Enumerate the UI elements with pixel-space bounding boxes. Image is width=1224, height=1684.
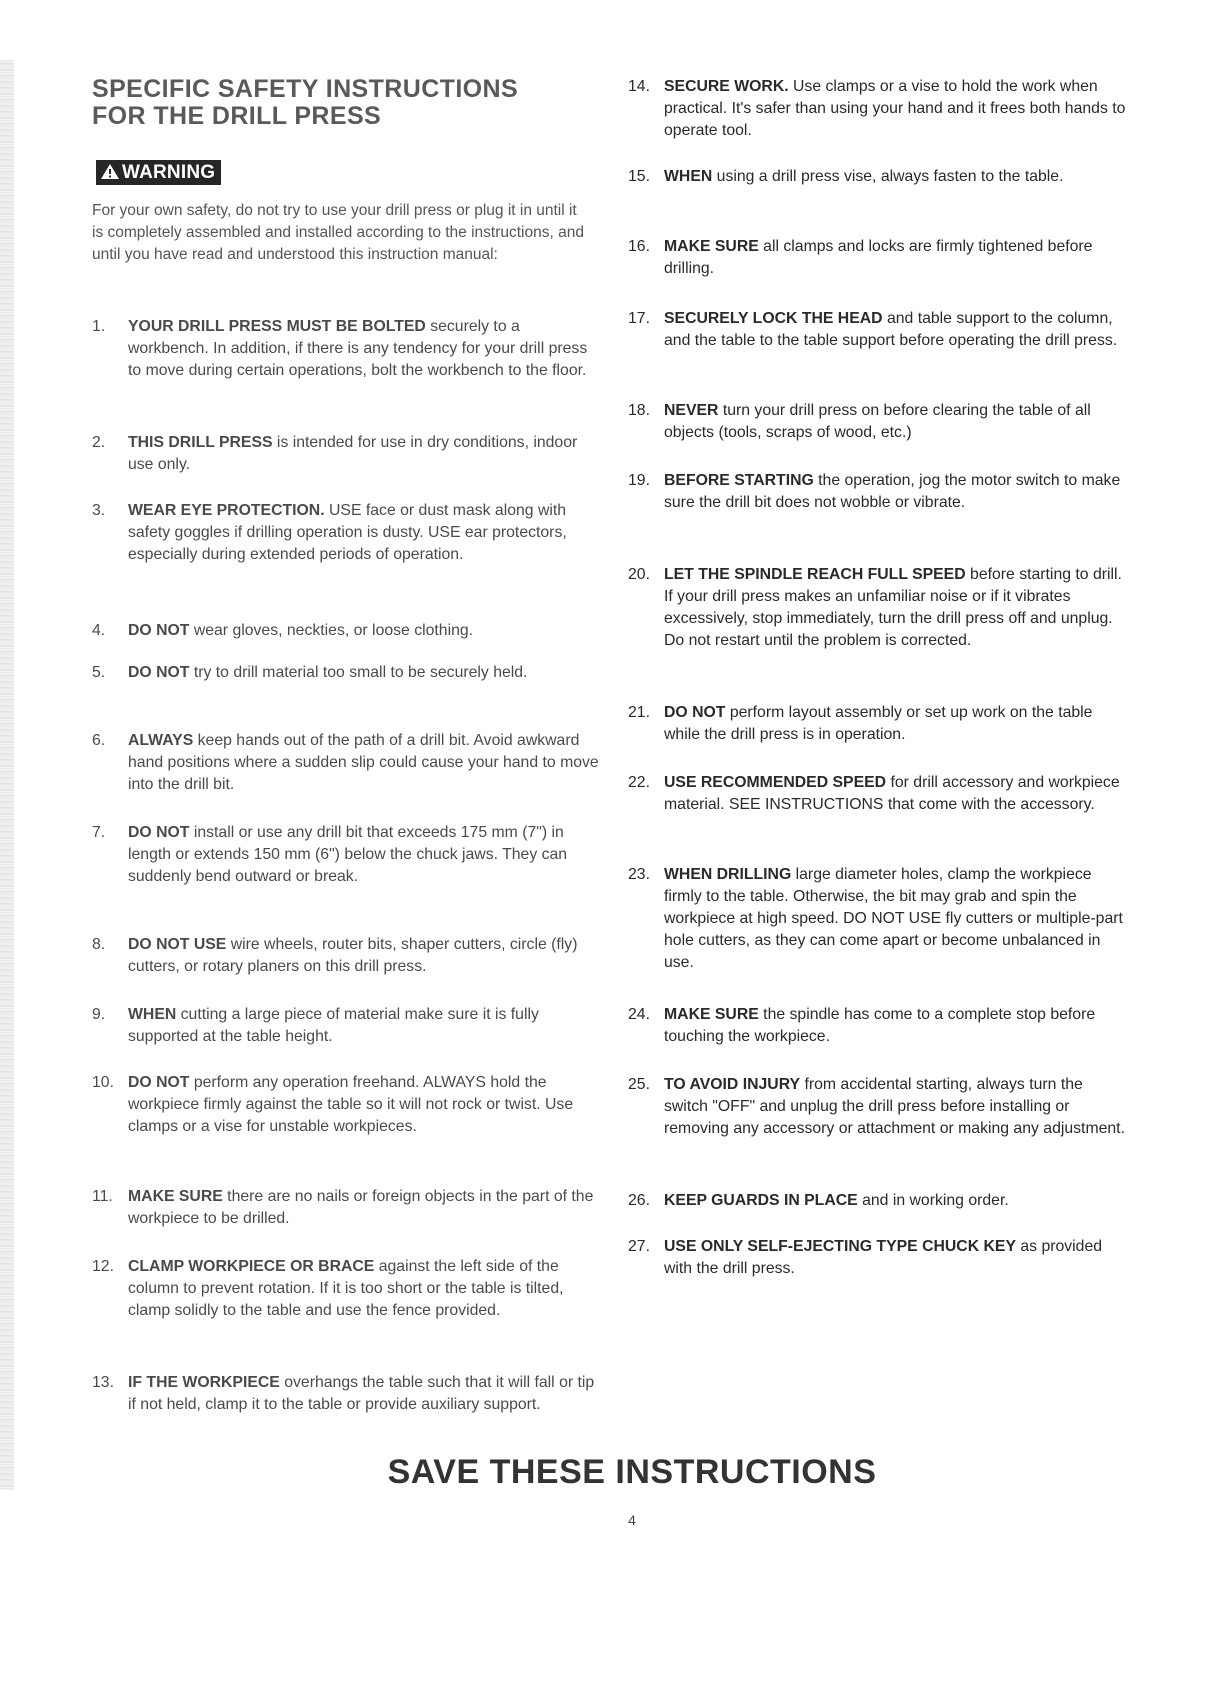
item-lead: WHEN bbox=[128, 1006, 177, 1023]
warning-badge bbox=[96, 160, 221, 185]
item-lead: USE RECOMMENDED SPEED bbox=[664, 774, 887, 791]
item-lead: DO NOT USE bbox=[128, 936, 227, 953]
item-number: 24. bbox=[628, 1006, 650, 1023]
item-number: 16. bbox=[628, 238, 650, 255]
item-number: 20. bbox=[628, 566, 650, 583]
list-item bbox=[628, 564, 1128, 652]
item-number: 22. bbox=[628, 774, 650, 791]
list-item bbox=[92, 1186, 602, 1230]
item-body: the spindle has come to a complete stop before touching the workpiece. bbox=[664, 1006, 1096, 1045]
item-lead: BEFORE STARTING bbox=[664, 472, 814, 489]
item-body: and in working order. bbox=[857, 1192, 1009, 1209]
item-number: 13. bbox=[92, 1374, 114, 1391]
item-body: large diameter holes, clamp the workpiece firmly to the table. Otherwise, the bit may grab and spin the workpiece at high speed. DO NOT USE fly cutters or multiple-part hole cutters, as they can come apart or become unbalanced in use. bbox=[664, 866, 1123, 971]
item-body: turn your drill press on before clearing the table of all objects (tools, scraps of wood, etc.) bbox=[664, 402, 1091, 441]
list-item bbox=[92, 1372, 602, 1416]
item-number: 9. bbox=[92, 1006, 106, 1023]
list-item bbox=[628, 308, 1128, 352]
item-number: 27. bbox=[628, 1238, 650, 1255]
list-item bbox=[628, 76, 1128, 142]
item-lead: YOUR DRILL PRESS MUST BE BOLTED bbox=[128, 318, 426, 335]
item-lead: WHEN DRILLING bbox=[664, 866, 792, 883]
item-lead: LET THE SPINDLE REACH FULL SPEED bbox=[664, 566, 966, 583]
item-number: 23. bbox=[628, 866, 650, 883]
item-number: 11. bbox=[92, 1188, 113, 1205]
list-item bbox=[92, 934, 602, 978]
item-text bbox=[664, 400, 1128, 444]
item-number: 8. bbox=[92, 936, 106, 953]
item-body: for drill accessory and workpiece material. SEE INSTRUCTIONS that come with the accessory. bbox=[664, 774, 1120, 813]
item-body: there are no nails or foreign objects in the part of the workpiece to be drilled. bbox=[128, 1188, 594, 1227]
item-lead: KEEP GUARDS IN PLACE bbox=[664, 1192, 858, 1209]
item-body: Use clamps or a vise to hold the work when practical. It's safer than using your hand and it frees both hands to operate tool. bbox=[664, 78, 1126, 139]
item-lead: ALWAYS bbox=[128, 732, 194, 749]
item-text bbox=[128, 730, 602, 796]
item-body: overhangs the table such that it will fall or tip if not held, clamp it to the table or provide auxiliary support. bbox=[128, 1374, 595, 1413]
title-line-1: SPECIFIC SAFETY INSTRUCTIONS bbox=[92, 75, 519, 103]
list-item bbox=[92, 730, 602, 796]
item-text bbox=[128, 316, 602, 382]
item-text bbox=[664, 564, 1128, 652]
item-text bbox=[128, 934, 602, 978]
item-lead: DO NOT bbox=[128, 1074, 190, 1091]
list-item bbox=[628, 1004, 1128, 1048]
item-number: 19. bbox=[628, 472, 650, 489]
list-item bbox=[628, 1190, 1128, 1212]
item-number: 17. bbox=[628, 310, 650, 327]
item-lead: DO NOT bbox=[664, 704, 726, 721]
item-number: 14. bbox=[628, 78, 650, 95]
item-number: 4. bbox=[92, 622, 106, 639]
item-text bbox=[128, 1004, 602, 1048]
item-number: 18. bbox=[628, 402, 650, 419]
list-item bbox=[628, 166, 1128, 188]
item-text bbox=[128, 662, 602, 684]
item-text bbox=[664, 76, 1128, 142]
scan-edge bbox=[0, 60, 14, 1490]
item-number: 26. bbox=[628, 1192, 650, 1209]
list-item bbox=[628, 1074, 1128, 1140]
item-text bbox=[128, 620, 602, 642]
item-lead: IF THE WORKPIECE bbox=[128, 1374, 280, 1391]
item-body: all clamps and locks are firmly tightened before drilling. bbox=[664, 238, 1093, 277]
item-text bbox=[128, 1072, 602, 1138]
item-lead: MAKE SURE bbox=[128, 1188, 223, 1205]
item-text bbox=[664, 1074, 1128, 1140]
item-lead: WEAR EYE PROTECTION. bbox=[128, 502, 325, 519]
list-item bbox=[92, 1256, 602, 1322]
item-lead: SECURELY LOCK THE HEAD bbox=[664, 310, 883, 327]
item-body: as provided with the drill press. bbox=[664, 1238, 1103, 1277]
item-text bbox=[664, 166, 1128, 188]
item-body: against the left side of the column to prevent rotation. If it is too short or the table is tilted, clamp solidly to the table and use the fence provided. bbox=[128, 1258, 564, 1319]
item-body: using a drill press vise, always fasten to the table. bbox=[712, 168, 1064, 185]
item-body: wear gloves, neckties, or loose clothing. bbox=[189, 622, 474, 639]
item-number: 1. bbox=[92, 318, 106, 335]
item-text bbox=[664, 308, 1128, 352]
item-number: 5. bbox=[92, 664, 106, 681]
list-item bbox=[92, 500, 602, 566]
item-lead: SECURE WORK. bbox=[664, 78, 789, 95]
list-item bbox=[92, 1004, 602, 1048]
item-lead: TO AVOID INJURY bbox=[664, 1076, 801, 1093]
title-line-2: FOR THE DRILL PRESS bbox=[92, 102, 382, 130]
list-item bbox=[628, 236, 1128, 280]
item-lead: NEVER bbox=[664, 402, 719, 419]
item-number: 2. bbox=[92, 434, 106, 451]
item-text bbox=[664, 864, 1128, 974]
list-item bbox=[92, 316, 602, 382]
save-instructions-heading: SAVE THESE INSTRUCTIONS bbox=[387, 1453, 877, 1491]
item-body: securely to a workbench. In addition, if there is any tendency for your drill press to move during certain operations, bolt the workbench to the floor. bbox=[128, 318, 588, 379]
item-text bbox=[664, 1004, 1128, 1048]
item-lead: CLAMP WORKPIECE OR BRACE bbox=[128, 1258, 375, 1275]
item-text bbox=[128, 1186, 602, 1230]
item-body: from accidental starting, always turn the switch "OFF" and unplug the drill press before installing or removing any accessory or attachment or making any adjustment. bbox=[664, 1076, 1125, 1137]
item-text bbox=[664, 470, 1128, 514]
item-number: 25. bbox=[628, 1076, 650, 1093]
item-body: install or use any drill bit that exceeds 175 mm (7") in length or extends 150 mm (6") below the chuck jaws. They can suddenly bend outward or break. bbox=[128, 824, 568, 885]
item-lead: MAKE SURE bbox=[664, 238, 759, 255]
item-text bbox=[664, 236, 1128, 280]
item-number: 21. bbox=[628, 704, 650, 721]
list-item bbox=[92, 620, 602, 642]
item-number: 15. bbox=[628, 168, 650, 185]
item-text bbox=[128, 822, 602, 888]
item-body: try to drill material too small to be securely held. bbox=[189, 664, 528, 681]
item-body: perform any operation freehand. ALWAYS hold the workpiece firmly against the table so it will not rock or twist. Use clamps or a vise for unstable workpieces. bbox=[128, 1074, 574, 1135]
list-item bbox=[628, 702, 1128, 746]
item-text bbox=[664, 1236, 1128, 1280]
item-body: the operation, jog the motor switch to make sure the drill bit does not wobble or vibrate. bbox=[664, 472, 1121, 511]
item-text bbox=[664, 702, 1128, 746]
item-text bbox=[128, 1256, 602, 1322]
item-text bbox=[128, 500, 602, 566]
item-text bbox=[664, 772, 1128, 816]
list-item bbox=[628, 1236, 1128, 1280]
warning-triangle-icon bbox=[100, 163, 120, 180]
item-number: 3. bbox=[92, 502, 106, 519]
item-number: 12. bbox=[92, 1258, 114, 1275]
item-number: 7. bbox=[92, 824, 106, 841]
item-lead: WHEN bbox=[664, 168, 713, 185]
list-item bbox=[92, 1072, 602, 1138]
item-lead: DO NOT bbox=[128, 622, 190, 639]
item-lead: THIS DRILL PRESS bbox=[128, 434, 273, 451]
item-lead: USE ONLY SELF-EJECTING TYPE CHUCK KEY bbox=[664, 1238, 1016, 1255]
item-text bbox=[128, 1372, 602, 1416]
list-item bbox=[628, 400, 1128, 444]
item-body: USE face or dust mask along with safety goggles if drilling operation is dusty. USE ear protectors, especially during extended periods of operation. bbox=[128, 502, 567, 563]
item-body: keep hands out of the path of a drill bit. Avoid awkward hand positions where a sudden slip could cause your hand to move into the drill bit. bbox=[128, 732, 599, 793]
item-body: before starting to drill. If your drill press makes an unfamiliar noise or if it vibrates excessively, stop immediately, turn the drill press off and unplug. Do not restart until the problem is corrected. bbox=[664, 566, 1122, 649]
list-item bbox=[628, 772, 1128, 816]
item-body: wire wheels, router bits, shaper cutters, circle (fly) cutters, or rotary planers on this drill press. bbox=[128, 936, 578, 975]
item-body: is intended for use in dry conditions, indoor use only. bbox=[128, 434, 578, 473]
list-item bbox=[628, 864, 1128, 974]
item-number: 6. bbox=[92, 732, 106, 749]
list-item bbox=[92, 662, 602, 684]
item-text bbox=[664, 1190, 1128, 1212]
item-number: 10. bbox=[92, 1074, 114, 1091]
item-lead: DO NOT bbox=[128, 824, 190, 841]
page-number: 4 bbox=[628, 1512, 636, 1528]
list-item bbox=[628, 470, 1128, 514]
warning-text: For your own safety, do not try to use your drill press or plug it in until it is completely assembled and installed according to the instructions, and until you have read and understood this instruction manual: bbox=[92, 202, 584, 263]
item-lead: DO NOT bbox=[128, 664, 190, 681]
list-item bbox=[92, 822, 602, 888]
warning-label: WARNING bbox=[122, 162, 216, 183]
item-body: and table support to the column, and the table to the table support before operating the drill press. bbox=[664, 310, 1118, 349]
item-text bbox=[128, 432, 602, 476]
list-item bbox=[92, 432, 602, 476]
item-body: perform layout assembly or set up work on the table while the drill press is in operation. bbox=[664, 704, 1093, 743]
item-body: cutting a large piece of material make sure it is fully supported at the table height. bbox=[128, 1006, 539, 1045]
page-title bbox=[92, 76, 518, 130]
item-lead: MAKE SURE bbox=[664, 1006, 759, 1023]
